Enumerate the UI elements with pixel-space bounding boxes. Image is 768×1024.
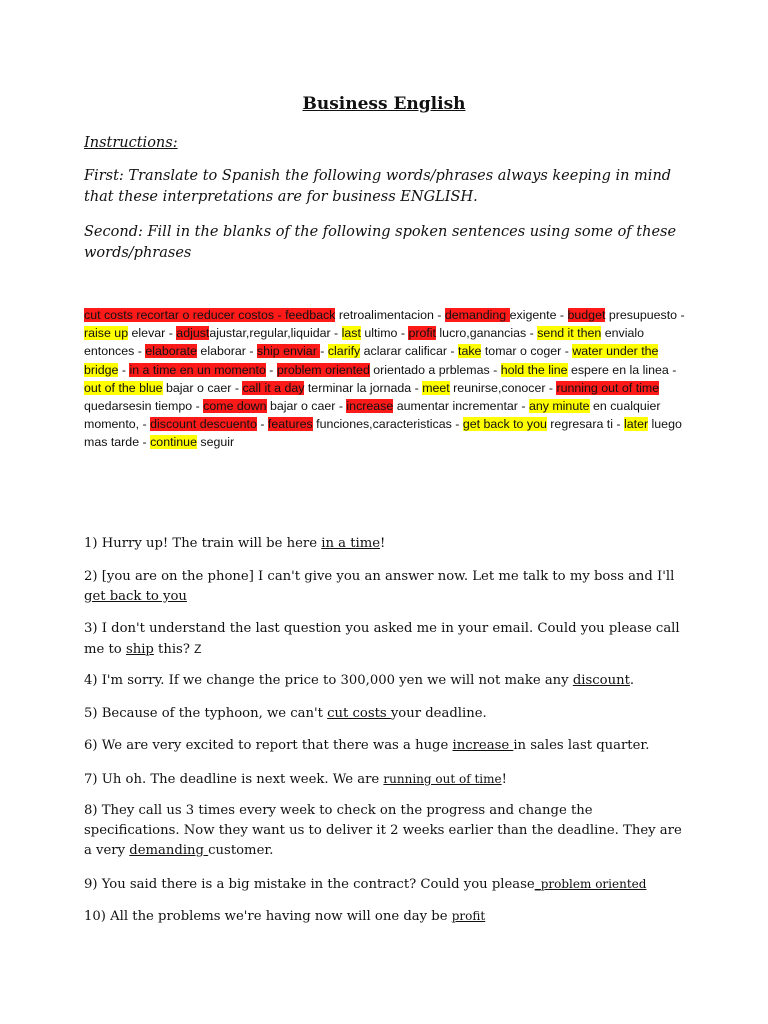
exercise-sentence — [84, 534, 684, 554]
highlighted-term: clarify — [327, 344, 361, 359]
highlighted-term: get back to you — [462, 417, 547, 432]
highlighted-term: last — [341, 326, 361, 341]
translation-text: luego mas tarde - — [84, 417, 682, 450]
sentence-text: . — [629, 673, 635, 688]
translation-text: bajar o caer - — [162, 380, 243, 395]
translation-text: terminar la jornada - — [304, 380, 423, 395]
translation-text: - — [118, 362, 130, 377]
translation-text: presupuesto - — [605, 308, 685, 322]
highlighted-term: features — [267, 417, 313, 432]
highlighted-term: take — [458, 344, 482, 359]
highlighted-term: demanding — [444, 308, 510, 322]
highlighted-term: meet — [422, 380, 450, 395]
translation-text: regresara ti - — [546, 417, 624, 432]
highlighted-term: budget — [567, 308, 606, 322]
exercise-sentence — [84, 801, 684, 861]
filled-answer: get back to you — [84, 589, 187, 604]
highlighted-term: later — [623, 417, 649, 432]
translation-text: reunirse,conocer - — [449, 380, 557, 395]
highlighted-term: continue — [150, 435, 197, 450]
translation-text: en cualquier momento, - — [84, 399, 661, 432]
highlighted-term: raise up — [84, 326, 129, 341]
filled-answer: cut costs — [327, 706, 391, 721]
translation-text: quedarsesin tiempo - — [84, 399, 204, 414]
highlighted-term: come down — [203, 399, 267, 414]
instructions-label: Instructions: — [84, 135, 178, 151]
sentence-text: 9) You said there is a big mistake in the contract? Could you please — [84, 877, 535, 892]
sentence-text: 1) Hurry up! The train will be here — [84, 536, 322, 551]
exercise-sentence — [84, 874, 684, 895]
filled-answer: discount — [572, 673, 630, 688]
highlighted-term: water under the bridge — [84, 344, 659, 377]
highlighted-term: adjust — [176, 326, 210, 341]
highlighted-term: any minute — [528, 399, 590, 414]
highlighted-term: discount descuento — [150, 417, 257, 432]
exercise-sentence — [84, 619, 684, 660]
translation-text: exigente - — [509, 308, 568, 322]
translation-text: - — [256, 417, 268, 432]
exercise-sentence — [84, 567, 684, 607]
highlighted-term: running out of time — [556, 380, 660, 395]
instruction-second: Second: Fill in the blanks of the following spoken sentences using some of these words/phrases — [84, 224, 677, 261]
highlighted-term: problem oriented — [276, 362, 370, 377]
sentence-text: 4) I'm sorry. If we change the price to 300,000 yen we will not make any — [84, 673, 573, 688]
translation-text: elaborar - — [196, 344, 257, 359]
filled-answer: _problem oriented — [534, 877, 647, 891]
sentence-text: 2) [you are on the phone] I can't give you an answer now. Let me talk to my boss and I'll — [84, 569, 675, 584]
translation-text: orientado a prblemas - — [369, 362, 501, 377]
exercise-sentence — [84, 906, 684, 927]
exercise-sentence — [84, 704, 684, 724]
sentence-text: ! — [501, 772, 507, 787]
filled-answer: running out of time — [383, 772, 502, 786]
translation-text: lucro,ganancias - — [435, 326, 538, 341]
highlighted-term: out of the blue — [84, 380, 163, 395]
filled-answer: increase — [452, 738, 514, 753]
highlighted-term: increase — [346, 399, 394, 414]
translation-text: seguir — [196, 435, 235, 450]
highlighted-term: profit — [408, 326, 436, 341]
stray-mark: Z — [194, 642, 202, 656]
exercise-sentence — [84, 769, 684, 790]
translation-text: envialo entonces - — [84, 326, 645, 359]
filled-answer: profit — [451, 909, 486, 923]
highlighted-term: ship enviar — [256, 344, 321, 359]
sentence-text: 8) They call us 3 times every week to check on the progress and change the specifications. Now they want us to deliver it 2 weeks earlier than the deadline. They are a very — [84, 803, 682, 858]
sentence-text: 6) We are very excited to report that there was a huge — [84, 738, 453, 753]
sentence-text: 3) I don't understand the last question you asked me in your email. Could you please call me to — [84, 621, 680, 657]
sentence-text: your deadline. — [390, 706, 487, 721]
highlighted-term: hold the line — [500, 362, 568, 377]
filled-answer: in a time — [321, 536, 381, 551]
translation-text: aclarar calificar - — [360, 344, 458, 359]
instruction-first: First: Translate to Spanish the following words/phrases always keeping in mind that these interpretations are for business ENGLISH. — [84, 168, 672, 205]
translation-text: funciones,caracteristicas - — [312, 417, 463, 432]
highlighted-term: in a time en un momento — [129, 362, 266, 377]
translation-text: ajustar,regular,liquidar - — [209, 326, 342, 341]
highlighted-term: feedback — [285, 308, 336, 322]
translation-text: - — [320, 344, 328, 359]
translation-text: ultimo - — [360, 326, 409, 341]
filled-answer: ship — [125, 642, 154, 657]
highlighted-term: send it then — [537, 326, 602, 341]
vocabulary-list — [84, 306, 688, 452]
highlighted-term: elaborate — [145, 344, 197, 359]
sentence-text: ! — [380, 536, 386, 551]
sentence-text: 7) Uh oh. The deadline is next week. We are — [84, 772, 384, 787]
translation-text: tomar o coger - — [481, 344, 573, 359]
highlighted-term: cut costs recortar o reducer costos - — [84, 308, 286, 322]
exercise-sentence — [84, 671, 684, 691]
translation-text: aumentar incrementar - — [393, 399, 529, 414]
translation-text: bajar o caer - — [266, 399, 347, 414]
sentence-text: 10) All the problems we're having now will one day be — [84, 909, 452, 924]
sentence-text: this? — [153, 642, 195, 657]
translation-text: espere en la linea - — [567, 362, 677, 377]
page-title: Business English — [302, 94, 466, 114]
highlighted-term: call it a day — [242, 380, 305, 395]
translation-text: - — [265, 362, 277, 377]
translation-text: retroalimentacion - — [335, 308, 445, 322]
sentence-text: in sales last quarter. — [513, 738, 650, 753]
translation-text: elevar - — [128, 326, 177, 341]
sentence-text: customer. — [208, 843, 274, 858]
exercise-sentence — [84, 736, 684, 756]
sentence-text: 5) Because of the typhoon, we can't — [84, 706, 328, 721]
filled-answer: demanding — [129, 843, 209, 858]
